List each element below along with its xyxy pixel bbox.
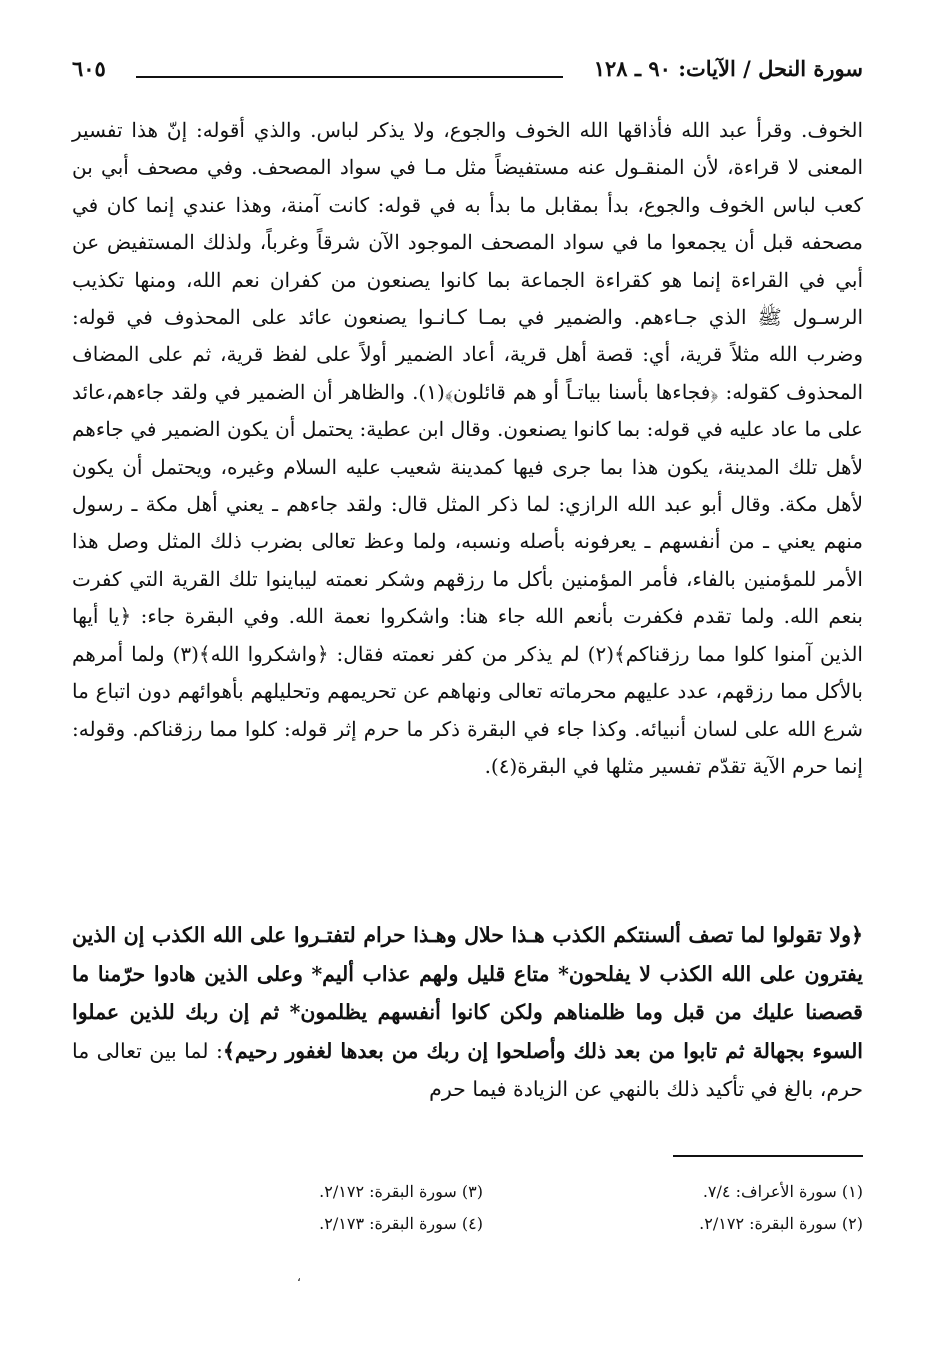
verse-section <box>72 916 863 1109</box>
footnote-rule <box>673 1155 863 1157</box>
footnotes-left-column <box>163 1176 483 1240</box>
verse-commentary: : لما بين تعالى ما حرم، بالغ في تأكيد ذلك بالنهي عن الزيادة فيما حرم <box>72 1038 863 1102</box>
running-header <box>72 56 863 90</box>
body-paragraph: الخوف. وقرأ عبد الله فأذاقها الله الخوف والجوع، ولا يذكر لباس. والذي أقوله: إنّ هذا تفسير المعنى لا قراءة، لأن المنقـول عنه مستفيضاً مثل مـا في سواد المصحف. وفي مصحف أبي بن كعب لباس الخوف والجوع، بدأ بمقابل ما بدأ به في قوله: كانت آمنة، وهذا عندي إنما كان في مصحفه قبل أن يجمعوا ما في سواد المصحف الموجود الآن شرقاً وغرباً، ولذلك المستفيض عن أبي في القراءة إنما هو كقراءة الجماعة بما كانوا يصنعون من كفران نعم الله، ومنها تكذيب الرسـول ﷺ الذي جـاءهم. والضمير في بمـا كـانـوا يصنعون عائد على المحذوف في قوله: وضرب الله مثلاً قرية، أي: قصة أهل قرية، أعاد الضمير أولاً على لفظ قرية، ثم على المضاف المحذوف كقوله: ﴿فجاءها بأسنا بياتـاً أو هم قائلون﴾(١). والظاهر أن الضمير في ولقد جاءهم،عائد على ما عاد عليه في قوله: بما كانوا يصنعون. وقال ابن عطية: يحتمل أن يكون الضمير في جاءهم لأهل تلك المدينة، يكون هذا بما جرى فيها كمدينة شعيب عليه السلام وغيره، ويحتمل أن يكون لأهل مكة. وقال أبو عبد الله الرازي: لما ذكر المثل قال: ولقد جاءهم ـ يعني أهل مكة ـ رسول منهم يعني ـ من أنفسهم ـ يعرفونه بأصله ونسبه، ولما وعظ تعالى بضرب ذلك المثل وصل هذا الأمر للمؤمنين بالفاء، فأمر المؤمنين بأكل ما رزقهم وشكر نعمته ليباينوا تلك القرية التي كفرت بنعم الله. ولما تقدم فكفرت بأنعم الله جاء هنا: واشكروا نعمة الله. وفي البقرة جاء: ﴿يا أيها الذين آمنوا كلوا مما رزقناكم﴾(٢) لم يذكر من كفر نعمته فقال: ﴿واشكروا الله﴾(٣) ولما أمرهم بالأكل مما رزقهم، عدد عليهم محرماته تعالى ونهاهم عن تحريمهم وتحليلهم بأهوائهم دون اتباع ما شرع الله على لسان أنبيائه. وكذا جاء في البقرة ذكر ما حرم إثر قوله: كلوا مما رزقناكم. وقوله: إنما حرم الآية تقدّم تفسير مثلها في البقرة(٤). <box>72 118 864 778</box>
commentary-body <box>72 112 863 785</box>
quran-verse: ﴿ولا تقولوا لما تصف ألسنتكم الكذب هـذا حلال وهـذا حرام لتفتـروا على الله الكذب إن الذين يفترون على الله الكذب لا يفلحون* متاع قليل ولهم عذاب أليم* وعلى الذين هادوا حرّمنا ما قصصنا عليك من قبل وما ظلمناهم ولكن كانوا أنفسهم يظلمون* ثم إن ربك للذين عملوا السوء بجهالة ثم تابوا من بعد ذلك وأصلحوا إن ربك من بعدها لغفور رحيم﴾ <box>72 923 864 1063</box>
footnotes-right-column <box>543 1176 863 1240</box>
footnote-2: (٢) سورة البقرة: ٢/١٧٢. <box>699 1214 863 1233</box>
page-number: ٦٠٥ <box>72 56 106 81</box>
surah-title: سورة النحل / الآيات: ٩٠ ـ ١٢٨ <box>593 56 863 81</box>
footnote-1: (١) سورة الأعراف: ٧/٤. <box>702 1182 863 1201</box>
header-rule <box>136 76 563 78</box>
footnote-3: (٣) سورة البقرة: ٢/١٧٢. <box>319 1182 483 1201</box>
footnote-4: (٤) سورة البقرة: ٢/١٧٣. <box>319 1214 483 1233</box>
stray-mark: ، <box>297 1270 301 1284</box>
